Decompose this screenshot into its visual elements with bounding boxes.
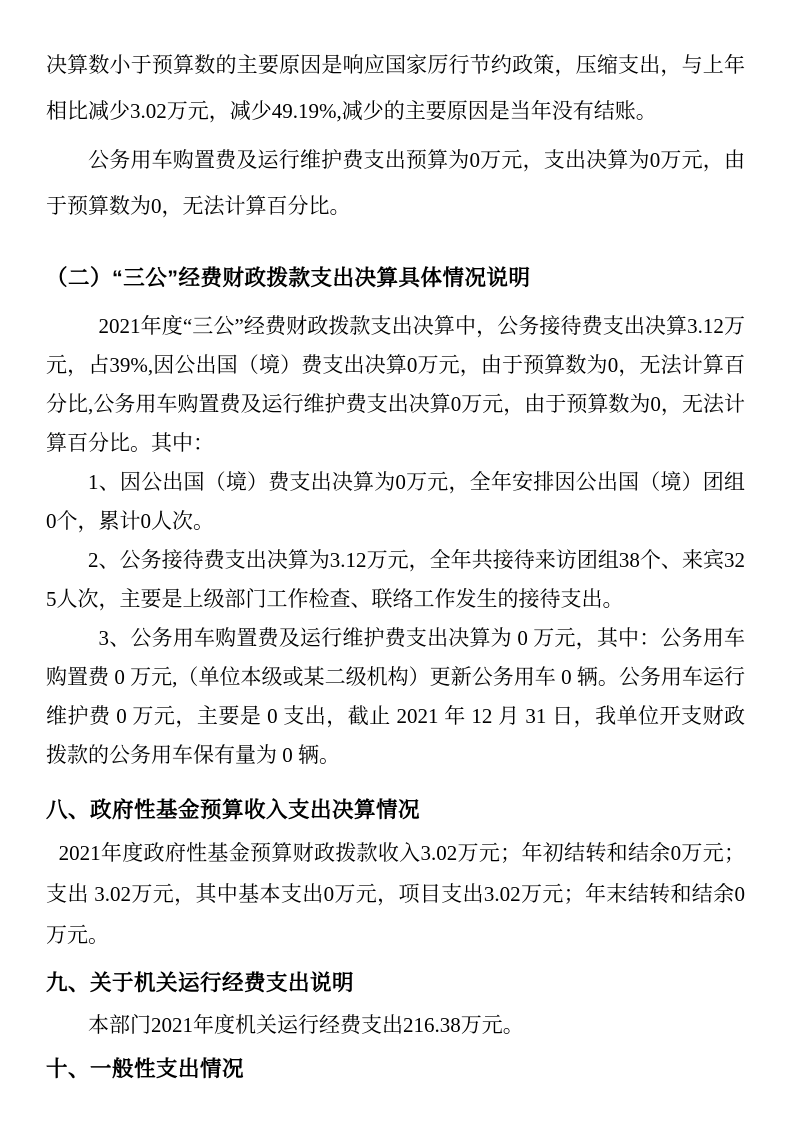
heading-section-2: （二）“三公”经费财政拨款支出决算具体情况说明 [46, 266, 531, 290]
list-item-2: 2、公务接待费支出决算为3.12万元，全年共接待来访团组38个、来宾325人次，主要是上级部门工作检查、联络工作发生的接待支出。 [46, 548, 745, 611]
list-item-3: 3、公务用车购置费及运行维护费支出决算为 0 万元，其中：公务用车购置费 0 万元,（单位本级或某二级机构）更新公务用车 0 辆。公务用车运行维护费 0 万元，主要是 0 支出，截止 2021 年 12 月 31 日，我单位开支财政拨款的公务用车保有量为 0 辆。 [46, 626, 745, 767]
paragraph-carryover: 决算数小于预算数的主要原因是响应国家厉行节约政策，压缩支出，与上年相比减少3.02万元，减少49.19%,减少的主要原因是当年没有结账。 [46, 53, 745, 123]
paragraph-vehicle-budget: 公务用车购置费及运行维护费支出预算为0万元，支出决算为0万元，由于预算数为0，无法计算百分比。 [46, 148, 745, 218]
list-item-1: 1、因公出国（境）费支出决算为0万元，全年安排因公出国（境）团组0个，累计0人次。 [46, 470, 745, 533]
paragraph-section-2-intro: 2021年度“三公”经费财政拨款支出决算中，公务接待费支出决算3.12万元，占39%,因公出国（境）费支出决算0万元，由于预算数为0，无法计算百分比,公务用车购置费及运行维护费支出决算0万元，由于预算数为0，无法计算百分比。其中： [46, 314, 745, 455]
heading-section-9: 九、关于机关运行经费支出说明 [46, 971, 355, 995]
paragraph-section-9: 本部门2021年度机关运行经费支出216.38万元。 [88, 1013, 524, 1037]
paragraph-section-8: 2021年度政府性基金预算财政拨款收入3.02万元；年初结转和结余0万元；支出 3.02万元，其中基本支出0万元，项目支出3.02万元；年末结转和结余0万元。 [46, 841, 745, 947]
heading-section-10: 十、一般性支出情况 [46, 1057, 245, 1081]
heading-section-8: 八、政府性基金预算收入支出决算情况 [46, 798, 421, 822]
